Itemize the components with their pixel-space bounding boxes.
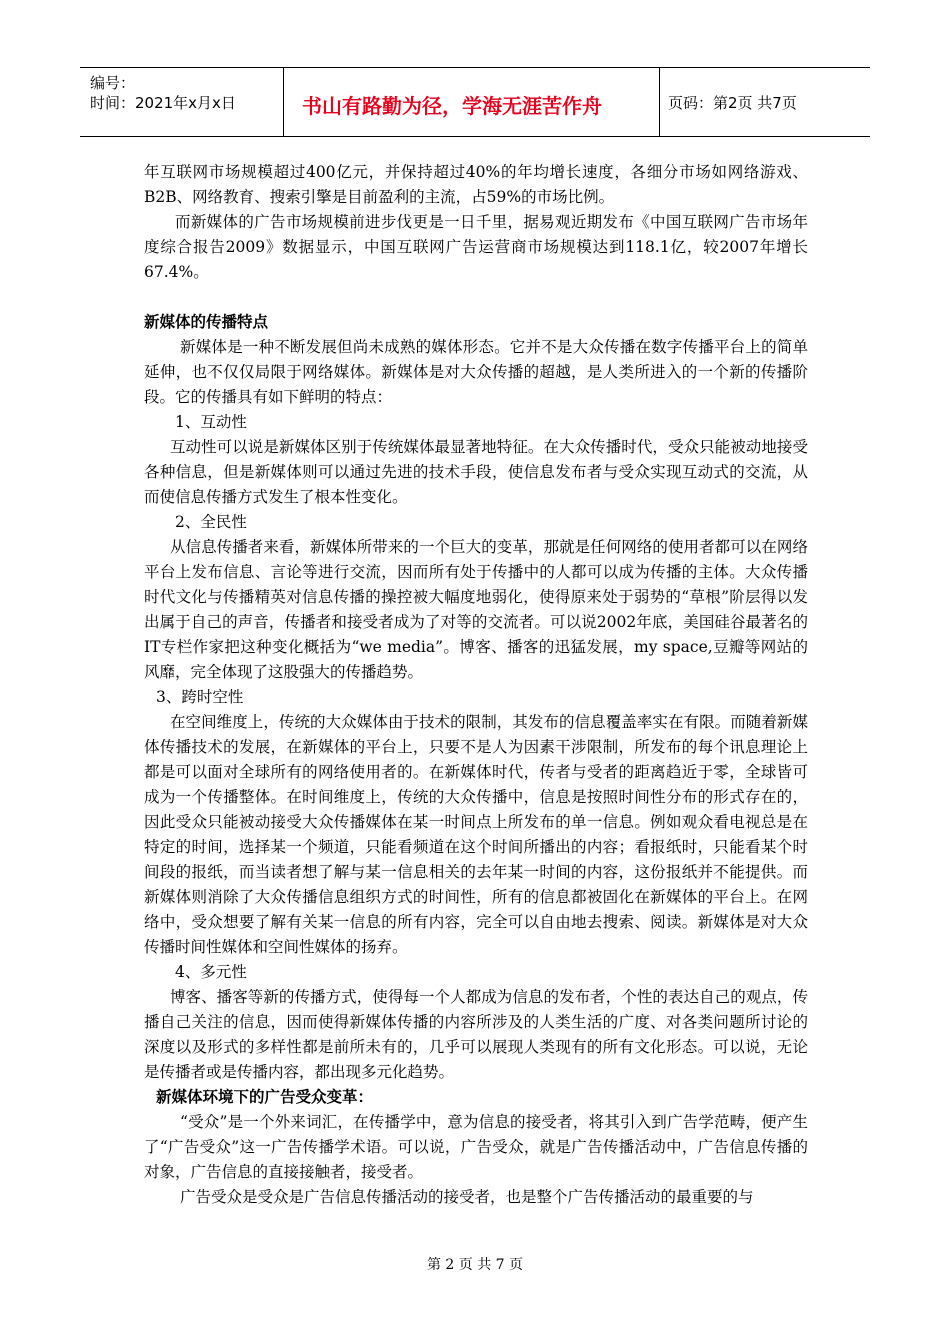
subheading: 2、全民性 [175,513,247,531]
subheading: 1、互动性 [175,413,247,431]
section-heading: 新媒体的传播特点 [144,313,269,331]
paragraph: 而新媒体的广告市场规模前进步伐更是一日千里，据易观近期发布《中国互联网广告市场年度综合报告2009》数据显示，中国互联网广告运营商市场规模达到118.1亿，较2007年增长67.4%。 [144,213,808,281]
page-footer: 第 2 页 共 7 页 [426,1257,524,1273]
motto: 书山有路勤为径，学海无涯苦作舟 [302,94,602,118]
page-info: 页码：第2页 共7页 [668,94,797,112]
header-page-cell [660,68,870,136]
paragraph: 年互联网市场规模超过400亿元，并保持超过40%的年均增长速度，各细分市场如网络游戏、B2B、网络教育、搜索引擎是目前盈利的主流，占59%的市场比例。 [144,163,808,206]
header-meta-cell [80,68,284,136]
paragraph: 互动性可以说是新媒体区别于传统媒体最显著地特征。在大众传播时代，受众只能被动地接受各种信息，但是新媒体则可以通过先进的技术手段，使信息发布者与受众实现互动式的交流，从而使信息传播方式发生了根本性变化。 [144,438,808,506]
subheading: 4、多元性 [175,963,247,981]
header-motto-cell [284,68,660,136]
paragraph: 在空间维度上，传统的大众媒体由于技术的限制，其发布的信息覆盖率实在有限。而随着新媒体传播技术的发展，在新媒体的平台上，只要不是人为因素干涉限制，所发布的每个讯息理论上都是可以面对全球所有的网络使用者的。在新媒体时代，传者与受者的距离趋近于零，全球皆可成为一个传播整体。在时间维度上，传统的大众传播中，信息是按照时间性分布的形式存在的，因此受众只能被动接受大众传播媒体在某一时间点上所发布的单一信息。例如观众看电视总是在特定的时间，选择某一个频道，只能看频道在这个时间所播出的内容；看报纸时，只能看某个时间段的报纸，而当读者想了解与某一信息相关的去年某一时间的内容，这份报纸并不能提供。而新媒体则消除了大众传播信息组织方式的时间性，所有的信息都被固化在新媒体的平台上。在网络中，受众想要了解有关某一信息的所有内容，完全可以自由地去搜索、阅读。新媒体是对大众传播时间性媒体和空间性媒体的扬弃。 [144,713,808,956]
paragraph: 新媒体是一种不断发展但尚未成熟的媒体形态。它并不是大众传播在数字传播平台上的简单延伸，也不仅仅局限于网络媒体。新媒体是对大众传播的超越，是人类所进入的一个新的传播阶段。它的传播具有如下鲜明的特点： [144,338,808,406]
paragraph: “受众”是一个外来词汇，在传播学中，意为信息的接受者，将其引入到广告学范畴，便产生了“广告受众”这一广告传播学术语。可以说，广告受众，就是广告传播活动中，广告信息传播的对象，广告信息的直接接触者，接受者。 [144,1113,808,1181]
date-label: 时间：2021年x月x日 [90,94,236,112]
page-header [80,67,870,137]
paragraph: 从信息传播者来看，新媒体所带来的一个巨大的变革，那就是任何网络的使用者都可以在网络平台上发布信息、言论等进行交流，因而所有处于传播中的人都可以成为传播的主体。大众传播时代文化与传播精英对信息传播的操控被大幅度地弱化，使得原来处于弱势的“草根”阶层得以发出属于自己的声音，传播者和接受者成为了对等的交流者。可以说2002年底，美国硅谷最著名的IT专栏作家把这种变化概括为“we media”。博客、播客的迅猛发展，my space,豆瓣等网站的风靡，完全体现了这股强大的传播趋势。 [144,538,808,681]
document-body [144,160,808,1210]
section-heading: 新媒体环境下的广告受众变革： [156,1088,374,1106]
subheading: 3、跨时空性 [156,688,244,706]
paragraph: 广告受众是受众是广告信息传播活动的接受者，也是整个广告传播活动的最重要的与 [180,1188,754,1206]
number-label: 编号： [90,74,136,92]
paragraph: 博客、播客等新的传播方式，使得每一个人都成为信息的发布者，个性的表达自己的观点，传播自己关注的信息，因而使得新媒体传播的内容所涉及的人类生活的广度、对各类问题所讨论的深度以及形式的多样性都是前所未有的，几乎可以展现人类现有的所有文化形态。可以说，无论是传播者或是传播内容，都出现多元化趋势。 [144,988,808,1081]
